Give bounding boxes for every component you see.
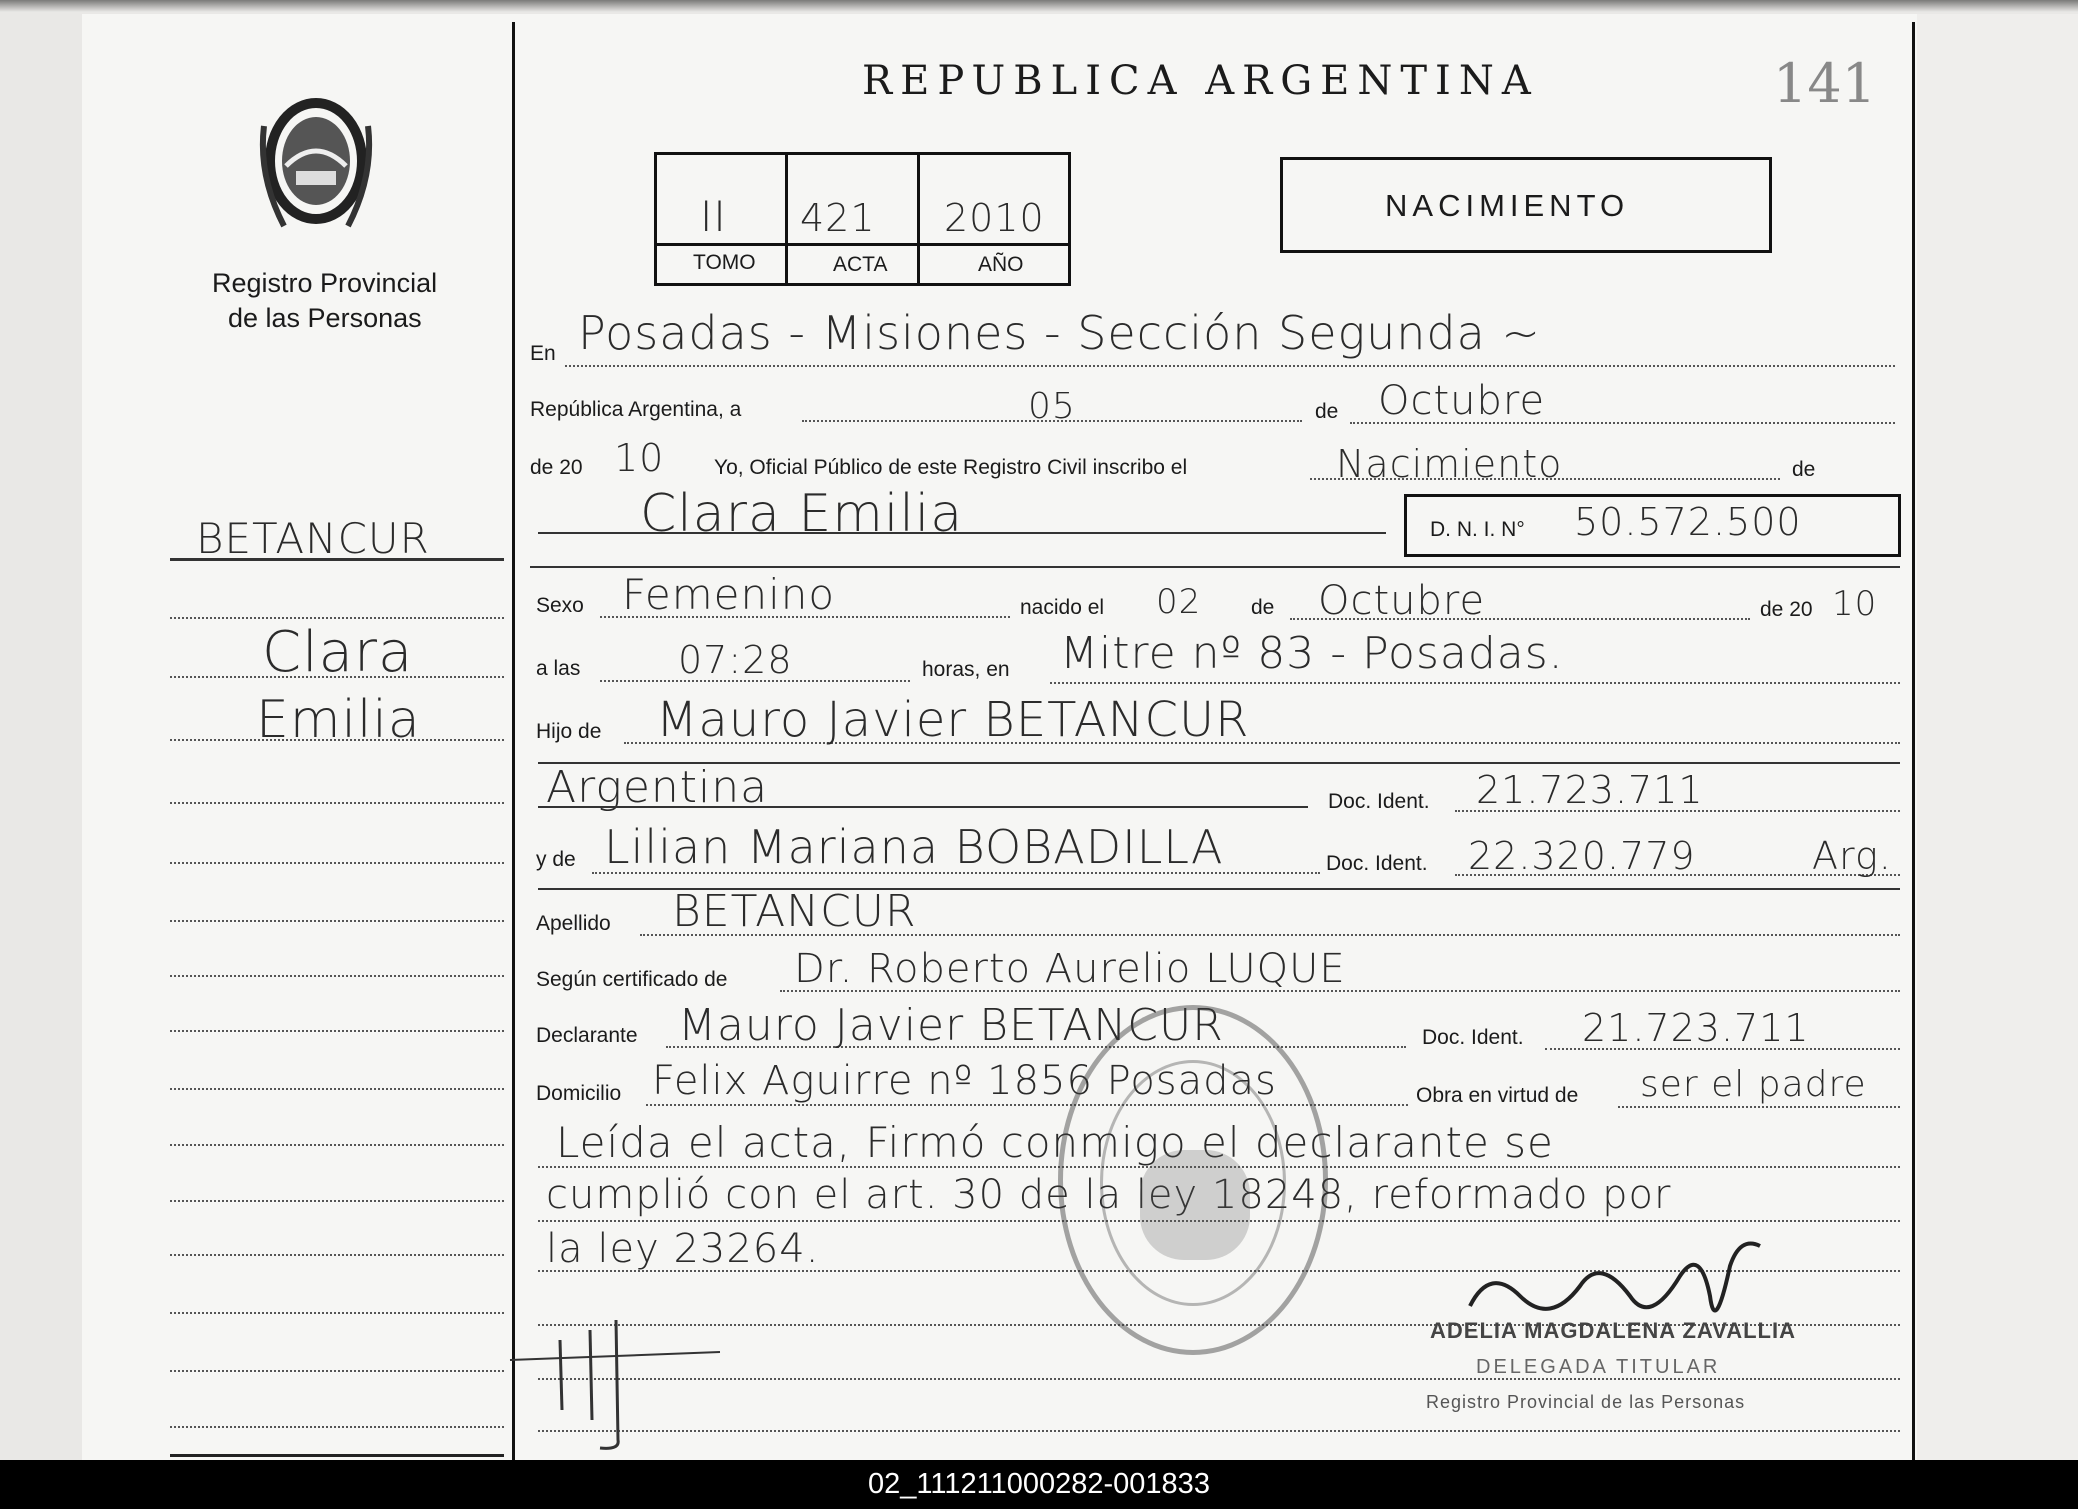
- margin-surname: BETANCUR: [196, 514, 430, 563]
- page-top-shadow: [0, 0, 2078, 12]
- surname-value: BETANCUR: [672, 886, 917, 937]
- observation-line-1: Leída el acta, Firmó conmigo el declarante se: [556, 1118, 1554, 1167]
- officer-organization: Registro Provincial de las Personas: [1426, 1392, 1746, 1412]
- officer-statement: Yo, Oficial Público de este Registro Civil inscribo el: [714, 456, 1188, 479]
- declarant-signature-icon: [500, 1300, 740, 1460]
- declarant-name: Mauro Javier BETANCUR: [678, 1000, 1224, 1051]
- ref-table-divider-1: [785, 152, 788, 283]
- right-page-margin: [1917, 14, 2078, 1460]
- and-of-label: y de: [536, 848, 576, 871]
- margin-dotted-line: [170, 862, 504, 864]
- basis-value: ser el padre: [1640, 1064, 1867, 1105]
- registry-name-line1: Registro Provincial: [212, 268, 438, 298]
- margin-dotted-line: [170, 1312, 504, 1314]
- father-doc-label: Doc. Ident.: [1328, 790, 1430, 813]
- birth-de-label: de: [1251, 596, 1275, 619]
- provincial-seal-icon: [256, 86, 376, 244]
- declarant-label: Declarante: [536, 1024, 638, 1047]
- country-title: REPUBLICA ARGENTINA: [862, 58, 1539, 104]
- birth-month: Octubre: [1318, 578, 1486, 624]
- margin-dotted-line: [170, 617, 504, 619]
- tomo-value: II: [700, 192, 727, 241]
- document-id: 02_111211000282-001833: [868, 1468, 1210, 1500]
- born-label: nacido el: [1020, 596, 1105, 619]
- place-line: [565, 365, 1895, 367]
- certificate-label: Según certificado de: [536, 968, 728, 991]
- margin-dotted-line: [170, 1200, 504, 1202]
- margin-dotted-line: [170, 1254, 504, 1256]
- official-stamp-center: [1140, 1150, 1250, 1260]
- place-label: En: [530, 342, 556, 365]
- registry-name-line2: de las Personas: [228, 303, 422, 333]
- ref-table-divider-2: [917, 152, 920, 283]
- ref-table-hline: [654, 243, 1068, 246]
- sex-value: Femenino: [622, 570, 836, 619]
- birth-day: 02: [1156, 582, 1202, 622]
- margin-dotted-line: [170, 676, 504, 678]
- margin-name-2: Emilia: [256, 690, 421, 750]
- margin-name-1: Clara: [262, 620, 414, 685]
- event-type: Nacimiento: [1336, 442, 1563, 486]
- anio-label: AÑO: [978, 253, 1024, 276]
- basis-label: Obra en virtud de: [1416, 1084, 1579, 1107]
- birth-place: Mitre nº 83 - Posadas.: [1060, 628, 1564, 679]
- margin-dotted-line: [170, 975, 504, 977]
- father-nationality: Argentina: [546, 762, 769, 813]
- dni-value: 50.572.500: [1574, 500, 1802, 544]
- mother-doc-label: Doc. Ident.: [1326, 852, 1428, 875]
- margin-dotted-line: [170, 739, 504, 741]
- country-date-label: República Argentina, a: [530, 398, 742, 421]
- surname-label: Apellido: [536, 912, 611, 935]
- place-value: Posadas - Misiones - Sección Segunda ~: [578, 306, 1541, 360]
- mother-doc: 22.320.779: [1468, 834, 1696, 878]
- registration-year: 10: [614, 436, 665, 480]
- mother-nationality: Arg.: [1812, 834, 1892, 878]
- father-name: Mauro Javier BETANCUR: [656, 692, 1250, 748]
- mother-name: Lilian Mariana BOBADILLA: [604, 820, 1224, 874]
- acta-value: 421: [800, 196, 876, 240]
- year-prefix-label: de 20: [530, 456, 583, 479]
- margin-dotted-line: [170, 920, 504, 922]
- margin-dotted-line: [170, 802, 504, 804]
- margin-dotted-line: [170, 1370, 504, 1372]
- officer-name: ADELIA MAGDALENA ZAVALLIA: [1430, 1318, 1796, 1343]
- tomo-label: TOMO: [693, 251, 756, 274]
- right-frame-line: [1912, 22, 1915, 1460]
- address-label: Domicilio: [536, 1082, 622, 1105]
- registration-month: Octubre: [1378, 378, 1546, 424]
- hours-label: horas, en: [922, 658, 1010, 681]
- birth-year: 10: [1832, 584, 1878, 624]
- declarant-address: Felix Aguirre nº 1856 Posadas: [652, 1058, 1277, 1104]
- margin-dotted-line: [170, 1426, 504, 1428]
- father-doc: 21.723.711: [1476, 768, 1704, 812]
- observation-line-3: la ley 23264.: [546, 1226, 820, 1272]
- event-de-label: de: [1792, 458, 1816, 481]
- birth-year-prefix: de 20: [1760, 598, 1813, 621]
- margin-dotted-line: [170, 1030, 504, 1032]
- time-label: a las: [536, 657, 581, 680]
- birth-place-line: [1050, 682, 1900, 684]
- margin-dotted-line: [170, 1088, 504, 1090]
- margin-surname-underline: [170, 558, 504, 561]
- margin-bottom-line: [170, 1454, 504, 1457]
- sex-label: Sexo: [536, 594, 584, 617]
- margin-dotted-line: [170, 1144, 504, 1146]
- folio-number: 141: [1773, 52, 1877, 115]
- declarant-doc-label: Doc. Ident.: [1422, 1026, 1524, 1049]
- nationality-line: [538, 806, 1308, 808]
- separator-line: [530, 566, 1900, 568]
- acta-label: ACTA: [833, 253, 888, 276]
- child-name: Clara Emilia: [640, 484, 964, 544]
- declarant-doc: 21.723.711: [1582, 1006, 1810, 1050]
- birth-time: 07:28: [678, 638, 793, 682]
- observation-line-2: cumplió con el art. 30 de la ley 18248, reformado por: [546, 1172, 1672, 1218]
- dni-label: D. N. I. N°: [1430, 518, 1525, 541]
- anio-value: 2010: [944, 196, 1045, 240]
- record-type-label: NACIMIENTO: [1385, 188, 1630, 223]
- date-de-label: de: [1315, 400, 1339, 423]
- basis-line: [1618, 1106, 1900, 1108]
- observation-rule: [538, 1430, 1900, 1432]
- child-of-label: Hijo de: [536, 720, 602, 743]
- left-frame-line: [512, 22, 515, 1460]
- certificate-doctor: Dr. Roberto Aurelio LUQUE: [794, 946, 1346, 992]
- officer-title: DELEGADA TITULAR: [1476, 1356, 1721, 1378]
- registration-day: 05: [1028, 386, 1076, 427]
